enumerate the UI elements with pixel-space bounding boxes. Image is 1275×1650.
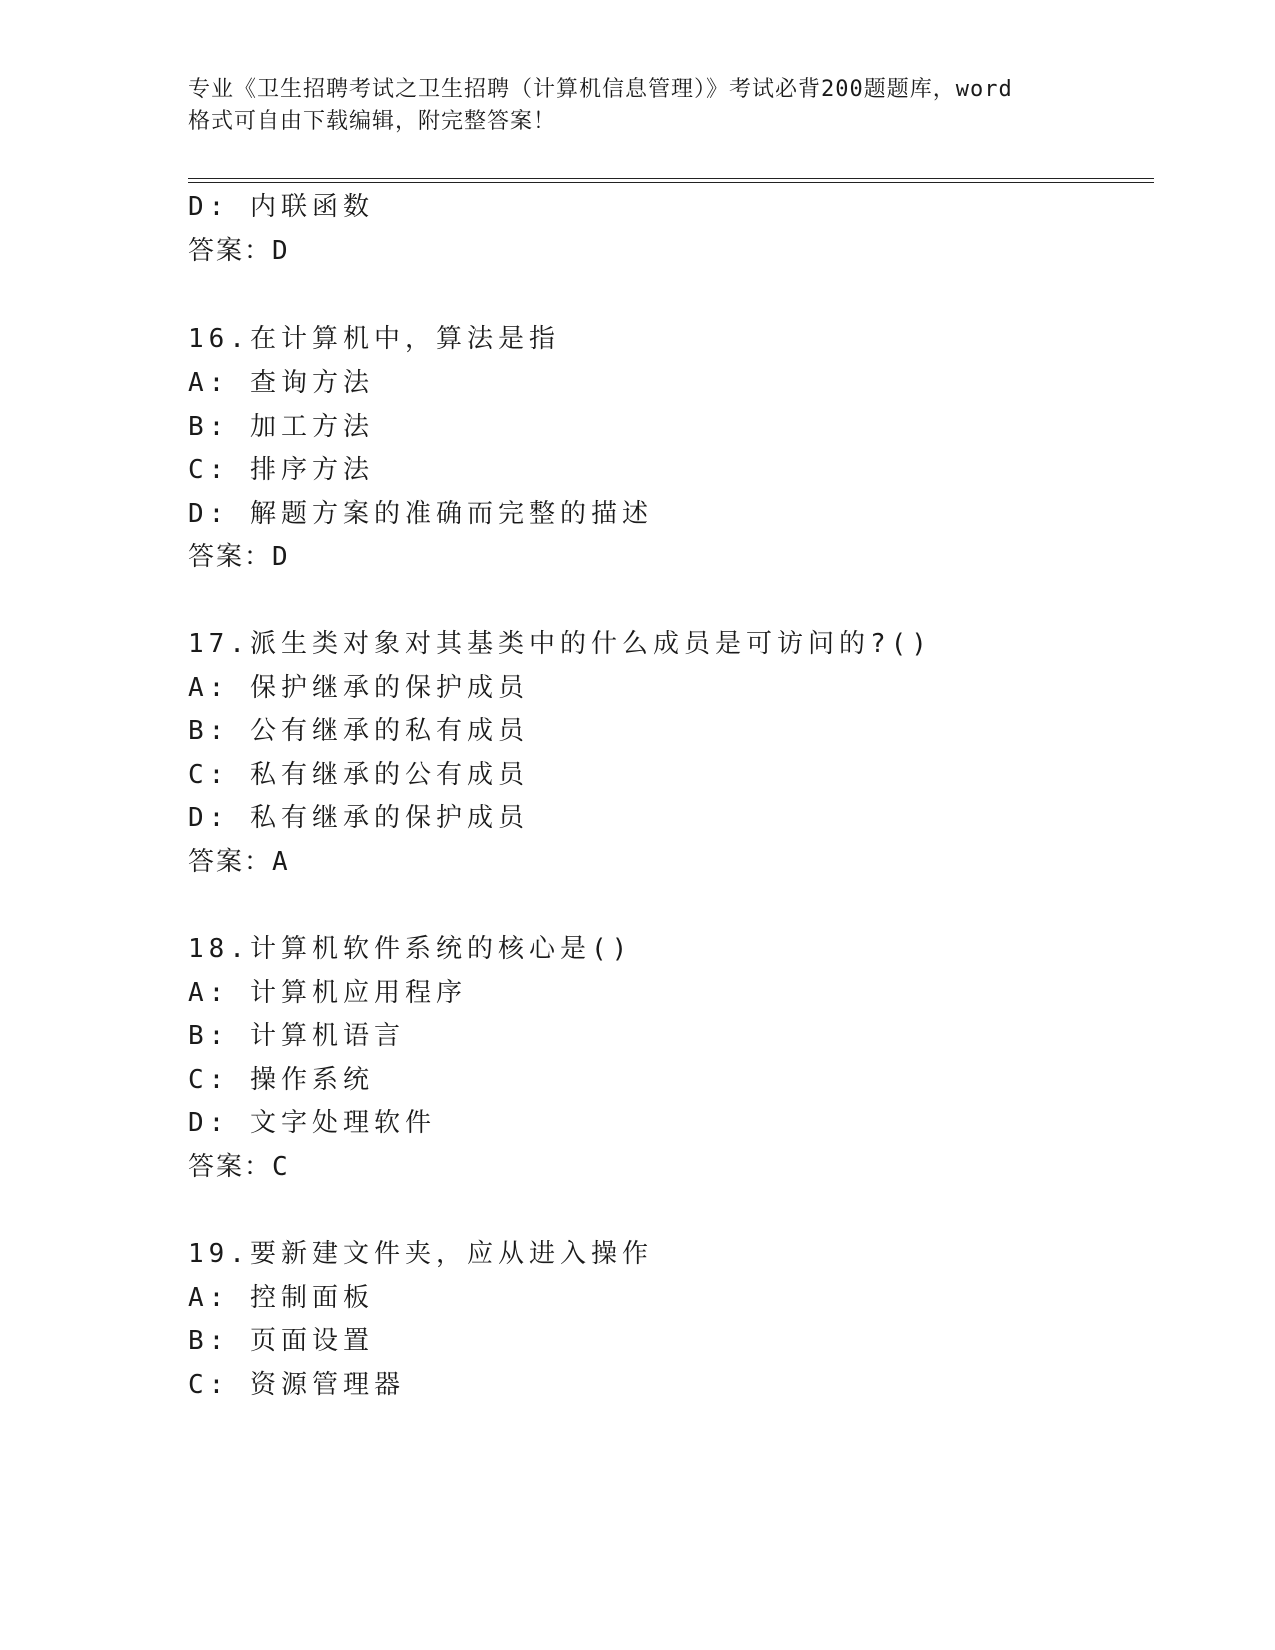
option-a: A: 保护继承的保护成员 <box>188 673 529 703</box>
option-a: A: 查询方法 <box>188 368 374 398</box>
answer: 答案：A <box>188 847 290 877</box>
question-stem: 18.计算机软件系统的核心是() <box>188 934 633 964</box>
answer: 答案：D <box>188 236 290 266</box>
option-c: C: 私有继承的公有成员 <box>188 760 529 790</box>
document-header <box>188 74 1088 138</box>
option-d: D: 内联函数 <box>188 192 374 222</box>
header-line-2: 格式可自由下载编辑，附完整答案！ <box>188 109 557 134</box>
option-a: A: 计算机应用程序 <box>188 978 467 1008</box>
option-c: C: 排序方法 <box>188 455 374 485</box>
option-d: D: 私有继承的保护成员 <box>188 803 529 833</box>
option-d: D: 解题方案的准确而完整的描述 <box>188 499 653 529</box>
option-c: C: 操作系统 <box>188 1065 374 1095</box>
header-line-1: 专业《卫生招聘考试之卫生招聘（计算机信息管理）》考试必背200题题库，word <box>188 77 1013 102</box>
option-b: B: 公有继承的私有成员 <box>188 716 529 746</box>
question-stem: 16.在计算机中，算法是指 <box>188 324 560 354</box>
option-d: D: 文字处理软件 <box>188 1108 436 1138</box>
header-divider <box>188 178 1154 183</box>
option-b: B: 计算机语言 <box>188 1021 405 1051</box>
option-b: B: 加工方法 <box>188 412 374 442</box>
option-b: B: 页面设置 <box>188 1326 374 1356</box>
question-stem: 17.派生类对象对其基类中的什么成员是可访问的?() <box>188 629 932 659</box>
question-stem: 19.要新建文件夹，应从进入操作 <box>188 1239 653 1269</box>
option-c: C: 资源管理器 <box>188 1370 405 1400</box>
answer: 答案：D <box>188 542 290 572</box>
option-a: A: 控制面板 <box>188 1283 374 1313</box>
answer: 答案：C <box>188 1152 290 1182</box>
